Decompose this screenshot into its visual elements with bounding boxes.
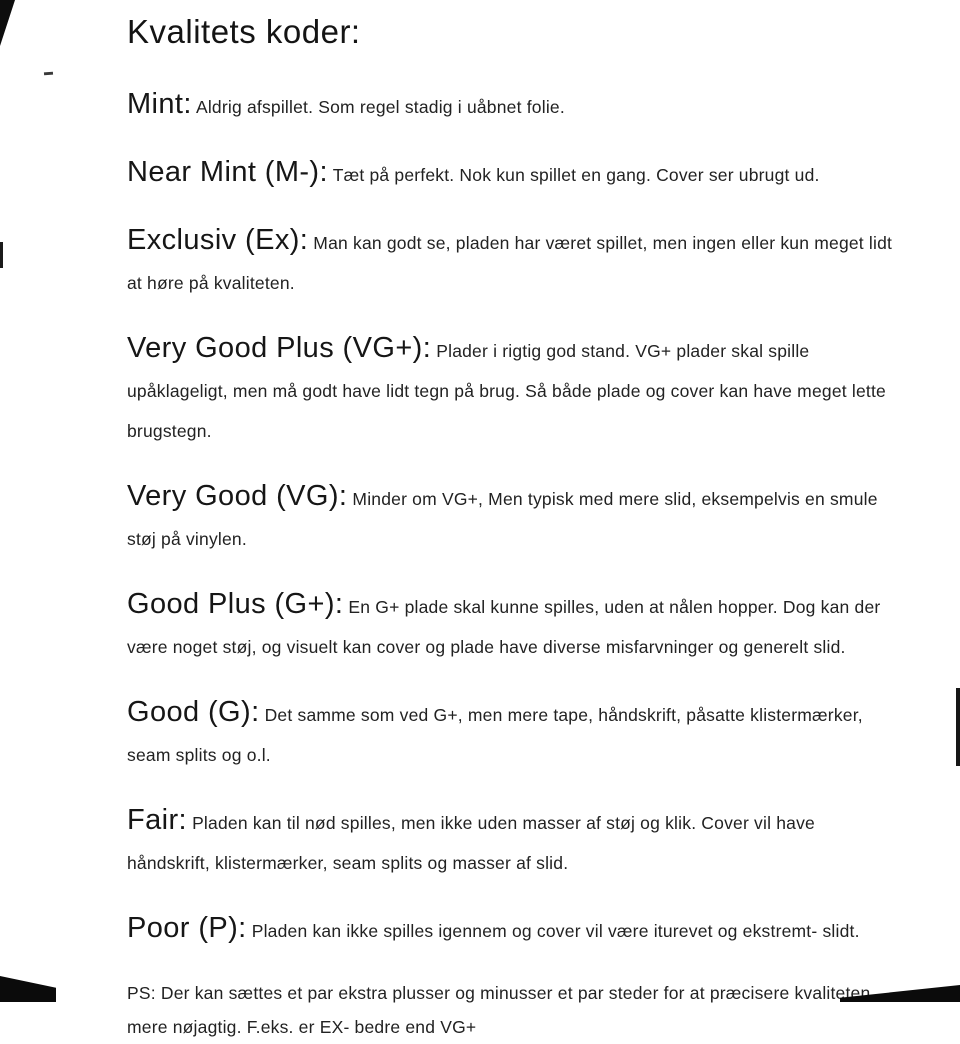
grade-term: Very Good (VG): — [127, 480, 348, 512]
grade-term: Good (G): — [127, 696, 260, 728]
grade-description: Det samme som ved G+, men mere tape, håndskrift, påsatte klistermærker, seam splits og o.l. — [127, 705, 863, 765]
grade-term: Good Plus (G+): — [127, 588, 344, 620]
grade-description: Minder om VG+, Men typisk med mere slid, eksempelvis en smule støj på vinylen. — [127, 489, 878, 549]
grade-description: Man kan godt se, pladen har været spillet, men ingen eller kun meget lidt at høre på kvaliteten. — [127, 233, 893, 293]
grade-entry-fair — [127, 800, 894, 883]
scan-artifact-left-edge-line — [0, 242, 3, 268]
grade-description: Tæt på perfekt. Nok kun spillet en gang. Cover ser ubrugt ud. — [332, 165, 820, 185]
scan-artifact-left-dash — [44, 72, 53, 76]
scan-artifact-right-edge-line — [956, 688, 960, 766]
grade-entry-good-plus — [127, 584, 894, 667]
page-title: Kvalitets koder: — [127, 13, 361, 50]
grade-description: Pladen kan ikke spilles igennem og cover vil være iturevet og ekstremt- slidt. — [251, 921, 860, 941]
ps-note: PS: Der kan sættes et par ekstra plusser og minusser et par steder for at præcisere kvaliteten mere nøjagtig. F.eks. er EX- bedre end VG+ — [127, 983, 871, 1037]
grade-entry-near-mint — [127, 152, 894, 195]
document-page — [127, 10, 894, 1044]
grade-description: Aldrig afspillet. Som regel stadig i uåbnet folie. — [195, 97, 565, 117]
grade-entry-mint — [127, 84, 894, 127]
grade-description: Pladen kan til nød spilles, men ikke uden masser af støj og klik. Cover vil have håndskrift, klistermærker, seam splits og masser af slid. — [127, 813, 815, 873]
grade-term: Very Good Plus (VG+): — [127, 332, 432, 364]
grade-term: Mint: — [127, 88, 192, 120]
grade-entry-very-good-plus — [127, 328, 894, 451]
grade-term: Near Mint (M-): — [127, 156, 328, 188]
grade-term: Exclusiv (Ex): — [127, 224, 309, 256]
scan-artifact-top-left-corner — [0, 0, 15, 46]
grade-entry-good — [127, 692, 894, 775]
grade-description: Plader i rigtig god stand. VG+ plader skal spille upåklageligt, men må godt have lidt tegn på brug. Så både plade og cover kan have meget lette brugstegn. — [127, 341, 886, 441]
grade-entry-poor — [127, 908, 894, 951]
grade-entry-very-good — [127, 476, 894, 559]
grade-entry-exclusiv — [127, 220, 894, 303]
grade-description: En G+ plade skal kunne spilles, uden at nålen hopper. Dog kan der være noget støj, og visuelt kan cover og plade have diverse misfarvninger og generelt slid. — [127, 597, 881, 657]
scan-artifact-bottom-left-bar — [0, 976, 56, 1002]
grade-term: Fair: — [127, 804, 187, 836]
grade-term: Poor (P): — [127, 912, 247, 944]
